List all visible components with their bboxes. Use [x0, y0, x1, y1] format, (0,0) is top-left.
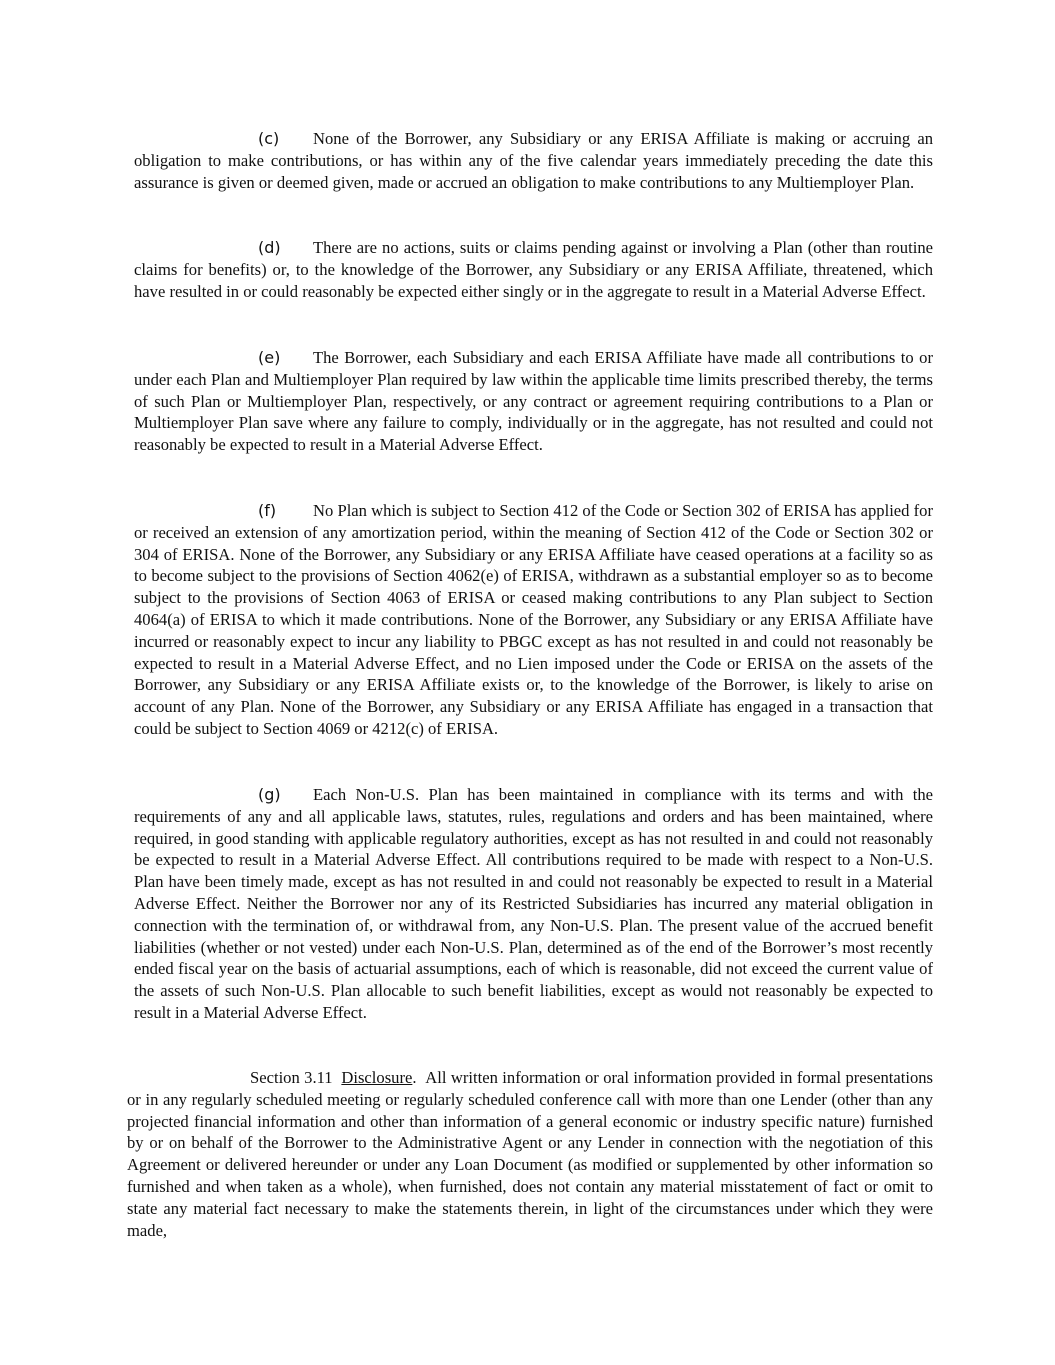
paragraph-f: [134, 500, 933, 740]
paragraph-marker: (c): [258, 129, 280, 148]
section-number: Section 3.11: [250, 1068, 333, 1087]
paragraph-text: No Plan which is subject to Section 412 of the Code or Section 302 of ERISA has applied for or received an extension of any amortization period, within the meaning of Section 412 of the Code or Section 302 or 304 of ERISA. None of the Borrower, any Subsidiary or any ERISA Affiliate have ceased operations at a facility so as to become subject to the provisions of Section 4062(e) of ERISA, withdrawn as a substantial employer so as to become subject to the provisions of Section 4063 of ERISA or ceased making contributions to any Plan subject to Section 4064(a) of ERISA to which it made contributions. None of the Borrower, any Subsidiary or any ERISA Affiliate have incurred or reasonably expect to incur any liability to PBGC except as has not resulted in and could not reasonably be expected to result in a Material Adverse Effect, and no Lien imposed under the Code or ERISA on the assets of the Borrower, any Subsidiary or any ERISA Affiliate exists or, to the knowledge of the Borrower, is likely to arise on account of any Plan. None of the Borrower, any Subsidiary or any ERISA Affiliate has engaged in a transaction that could be subject to Section 4069 or 4212(c) of ERISA.: [134, 501, 933, 738]
paragraph-marker: (d): [258, 238, 281, 257]
paragraph-marker: (e): [258, 348, 281, 367]
paragraph-text: None of the Borrower, any Subsidiary or any ERISA Affiliate is making or accruing an obligation to make contributions, or has within any of the five calendar years immediately preceding the date this assurance is given or deemed given, made or accrued an obligation to make contributions to any Multiemployer Plan.: [134, 129, 933, 192]
paragraph-marker: (g): [258, 785, 281, 804]
paragraph-marker: (f): [258, 501, 277, 520]
paragraph-text: Each Non-U.S. Plan has been maintained in compliance with its terms and with the requirements of any and all applicable laws, statutes, rules, regulations and orders and has been maintained, where required, in good standing with applicable regulatory authorities, except as has not resulted in and could not reasonably be expected to result in a Material Adverse Effect. All contributions required to be made with respect to a Non-U.S. Plan have been timely made, except as has not resulted in and could not reasonably be expected to result in a Material Adverse Effect. Neither the Borrower nor any of its Restricted Subsidiaries has incurred any material obligation in connection with the termination of, or withdrawal from, any Non-U.S. Plan. The present value of the accrued benefit liabilities (whether or not vested) under each Non-U.S. Plan, determined as of the end of the Borrower’s most recently ended fiscal year on the basis of actuarial assumptions, each of which is reasonable, did not exceed the current value of the assets of such Non-U.S. Plan allocable to such benefit liabilities, except as would not reasonably be expected to result in a Material Adverse Effect.: [134, 785, 933, 1022]
paragraph-d: [134, 237, 933, 302]
section-3-11-disclosure: [127, 1067, 933, 1241]
paragraph-g: [134, 784, 933, 1024]
paragraph-text: The Borrower, each Subsidiary and each ERISA Affiliate have made all contributions to or under each Plan and Multiemployer Plan required by law within the applicable time limits prescribed thereby, the terms of such Plan or Multiemployer Plan, respectively, or any contract or agreement requiring contributions to a Plan or Multiemployer Plan save where any failure to comply, individually or in the aggregate, has not resulted and could not reasonably be expected to result in a Material Adverse Effect.: [134, 348, 933, 455]
paragraph-c: [134, 128, 933, 193]
section-text: All written information or oral information provided in formal presentations or in any regularly scheduled meeting or regularly scheduled conference call with more than one Lender (other than any projected financial information and other than information of a general economic or industry specific nature) furnished by or on behalf of the Borrower to the Administrative Agent or any Lender in connection with the negotiation of this Agreement or delivered hereunder or under any Loan Document (as modified or supplemented by other information so furnished and when taken as a whole), when furnished, does not contain any material misstatement of fact or omit to state any material fact necessary to make the statements therein, in light of the circumstances under which they were made,: [127, 1068, 933, 1240]
section-heading-period: .: [412, 1068, 417, 1087]
paragraph-text: There are no actions, suits or claims pending against or involving a Plan (other than routine claims for benefits) or, to the knowledge of the Borrower, any Subsidiary or any ERISA Affiliate, threatened, which have resulted in or could reasonably be expected either singly or in the aggregate to result in a Material Adverse Effect.: [134, 238, 933, 301]
paragraph-e: [134, 347, 933, 456]
section-heading: Disclosure: [341, 1068, 413, 1087]
